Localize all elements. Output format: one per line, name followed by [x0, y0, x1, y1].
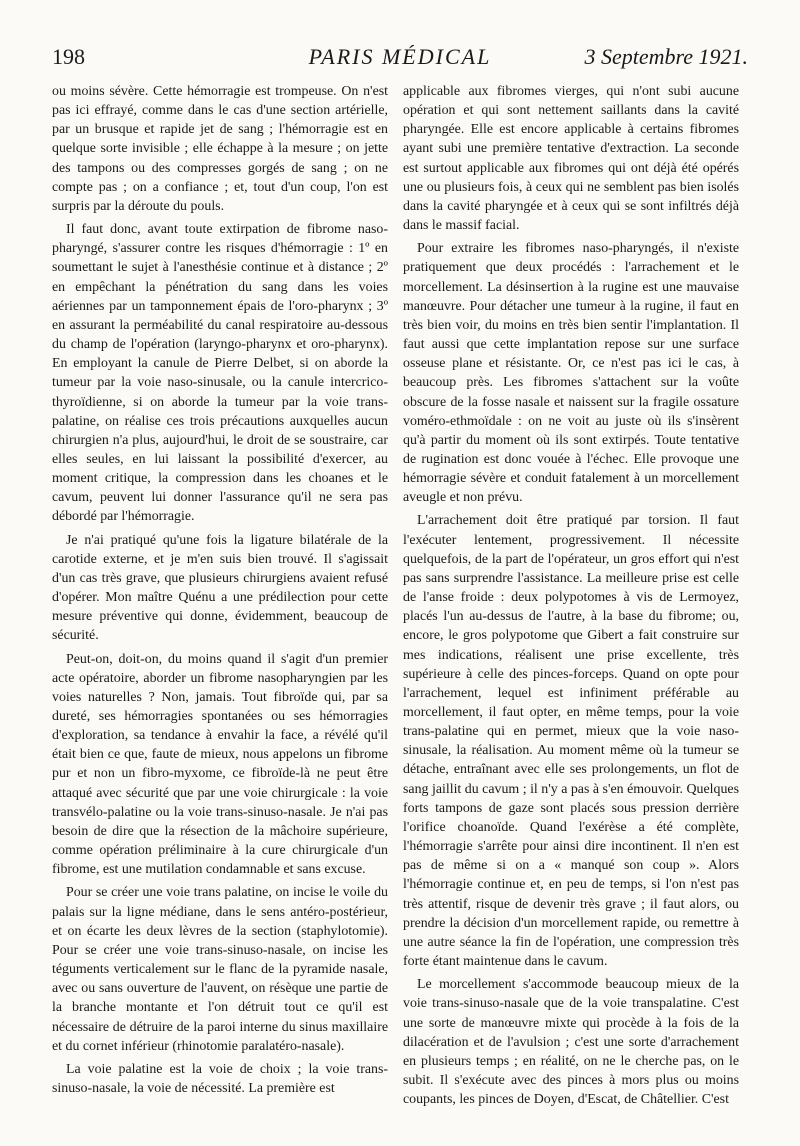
paragraph: Pour extraire les fibromes naso-pharyngés, il n'existe pratiquement que deux procédés : l'arrachement et le morcellement. La désinsertion à la rugine est une mauvaise manœuvre. Pour détacher une tumeur à la rugine, il faut en très bien voir, du moins en très bien sentir l'implantation. Il faut aussi que cette implantation repose sur une surface osseuse plane et résistante. Or, ce n'est pas ici le cas, à beaucoup près. Les fibromes s'attachent sur la voûte obscure de la fosse nasale et naissent sur la fragile ossature voméro-ethmoïdale : on ne voit au juste où ils s'insèrent qu'à partir du moment où ils sont extirpés. Toute tentative de rugination est donc vouée à l'échec. Elle provoque une hémorragie sévère et conduit fatalement à un morcellement aveugle et non prévu.	[403, 241, 739, 506]
paragraph: Il faut donc, avant toute extirpation de fibrome naso-pharyngé, s'assurer contre les risques d'hémorragie : 1º en soumettant le sujet à l'anesthésie continue et à distance ; 2º en empêchant la pénétration du sang dans les voies aériennes par un tamponnement épais de l'oro-pharynx ; 3º en assurant la perméabilité du canal respiratoire au-dessous du champ de l'opération (laryngo-pharynx et oro-pharynx). En employant la canule de Pierre Delbet, si on aborde la tumeur par la voie naso-sinusale, ou la canule intercrico-thyroïdienne, si on aborde la tumeur par la voie trans-palatine, on réalise ces trois précautions auxquelles aucun chirurgien n'a plus, aujourd'hui, le droit de se soustraire, car elles seules, en lui laissant la possibilité d'exercer, au moment critique, la compression dans les choanes et le cavum, peuvent lui donner l'assurance qu'il ne sera pas débordé par l'hémorragie.	[52, 222, 388, 525]
paragraph: Peut-on, doit-on, du moins quand il s'agit d'un premier acte opératoire, aborder un fibrome nasopharyngien par les voies naturelles ? Non, jamais. Tout fibroïde qui, par sa dureté, ses hémorragies spontanées ou ses hémorragies d'exploration, sa tendance à envahir la face, a révélé qu'il était bien ce que, faute de mieux, nous appelons un fibrome pur et non un fibro-myxome, ce fibroïde-là ne peut être attaqué avec sécurité que par une voie chirurgicale : la voie transvélo-palatine ou la voie trans-sinuso-nasale. Je n'ai pas besoin de dire que la résection de la mâchoire supérieure, comme opération préliminaire à la cure chirurgicale d'un fibrome, est une mutilation condamnable et sans excuse.	[52, 651, 388, 878]
journal-title: PARIS MÉDICAL	[308, 44, 492, 69]
paragraph: Je n'ai pratiqué qu'une fois la ligature bilatérale de la carotide externe, et je m'en suis bien trouvé. Il s'agissait d'un cas très grave, que plusieurs chirurgiens avaient refusé d'opérer. Mon maître Quénu a une prédilection pour cette mesure préventive qui donne, évidemment, beaucoup de sécurité.	[52, 532, 388, 644]
issue-date: 3 Septembre 1921.	[584, 44, 748, 69]
paragraph: Pour se créer une voie trans palatine, on incise le voile du palais sur la ligne médiane, dans le sens antéro-postérieur, et on écarte les deux lèvres de la section (staphylotomie). Pour se créer une voie trans-sinuso-nasale, on incise les téguments verticalement sur le flanc de la pyramide nasale, avec ou sans ouverture de l'auvent, on résèque une partie de la branche montante et l'on détruit tout ce qu'il est nécessaire de détruire de la paroi interne du sinus maxillaire et du cornet inférieur (rhinotomie paralatéro-nasale).	[52, 885, 388, 1054]
running-header	[52, 44, 748, 74]
paragraph: ou moins sévère. Cette hémorragie est trompeuse. On n'est pas ici effrayé, comme dans le cas d'une section artérielle, par un brusque et rapide jet de sang ; l'hémorragie est en quelque sorte invisible ; elle échappe à la mesure ; on jette des tampons ou des compresses gorgés de sang ; on ne compte pas ; on a confiance ; et, tout d'un coup, l'on est surpris par la déroute du pouls.	[52, 84, 388, 214]
paragraph: applicable aux fibromes vierges, qui n'ont subi aucune opération et qui sont nettement saillants dans la cavité pharyngée. Elle est encore applicable à certains fibromes ayant subi une première tentative d'extraction. La seconde est surtout applicable aux fibromes qui ont déjà été opérés une ou plusieurs fois, à ceux qui ne semblent pas bien isolés dans la cavité pharyngée et à ceux qui se sont infiltrés déjà dans le massif facial.	[403, 84, 739, 234]
page-number: 198	[52, 44, 85, 69]
paragraph: L'arrachement doit être pratiqué par torsion. Il faut l'exécuter lentement, progressivement. Il nécessite quelquefois, de la part de l'opérateur, un gros effort qui n'est pas sans surprendre l'assistance. La meilleure prise est celle de l'anse froide : deux polypotomes à vis de Lermoyez, placés l'un au-dessus de l'autre, à la base du fibrome; ou, encore, le gros polypotome que Gibert a fait construire sur mes indications, réalisent une prise excellente, très supérieure à celle des pinces-forceps. Quand on opte pour l'arrachement, lequel est infiniment préférable au morcellement, il faut opter, en même temps, pour la voie trans-palatine qui en permet, mieux que la voie naso-sinusale, la réalisation. Au moment même où la tumeur se détache, entraînant avec elle ses prolongements, un flot de sang jaillit du cavum ; il n'y a pas à s'en émouvoir. Quelques forts tampons de gaze sont placés sous pression derrière l'orifice choanoïde. Quand l'exérèse a été complète, l'hémorragie s'arrête pour ainsi dire incontinent. Il n'en est pas de même si on a « manqué son coup ». Alors l'hémorragie continue et, en peu de temps, si l'on n'est pas très attentif, risque de devenir très grave ; il faut alors, ou prendre la décision d'un morcellement rapide, ou remettre à une autre séance la fin de l'opération, une compression très forte étant maintenue dans le cavum.	[403, 513, 739, 970]
left-column	[52, 82, 388, 1112]
right-column	[403, 82, 739, 1112]
paragraph: Le morcellement s'accommode beaucoup mieux de la voie trans-sinuso-nasale que de la voie transpalatine. C'est une sorte de manœuvre mixte qui procède à la fois de la dilacération et de l'avulsion ; c'est une sorte d'arrachement en plusieurs temps ; en réalité, on ne le cherche pas, on le subit. Il s'exécute avec des pinces à mors plus ou moins coupants, les pinces de Doyen, d'Escat, de Châtellier. C'est	[403, 977, 739, 1108]
paragraph: La voie palatine est la voie de choix ; la voie trans-sinuso-nasale, la voie de nécessité. La première est	[52, 1061, 388, 1096]
